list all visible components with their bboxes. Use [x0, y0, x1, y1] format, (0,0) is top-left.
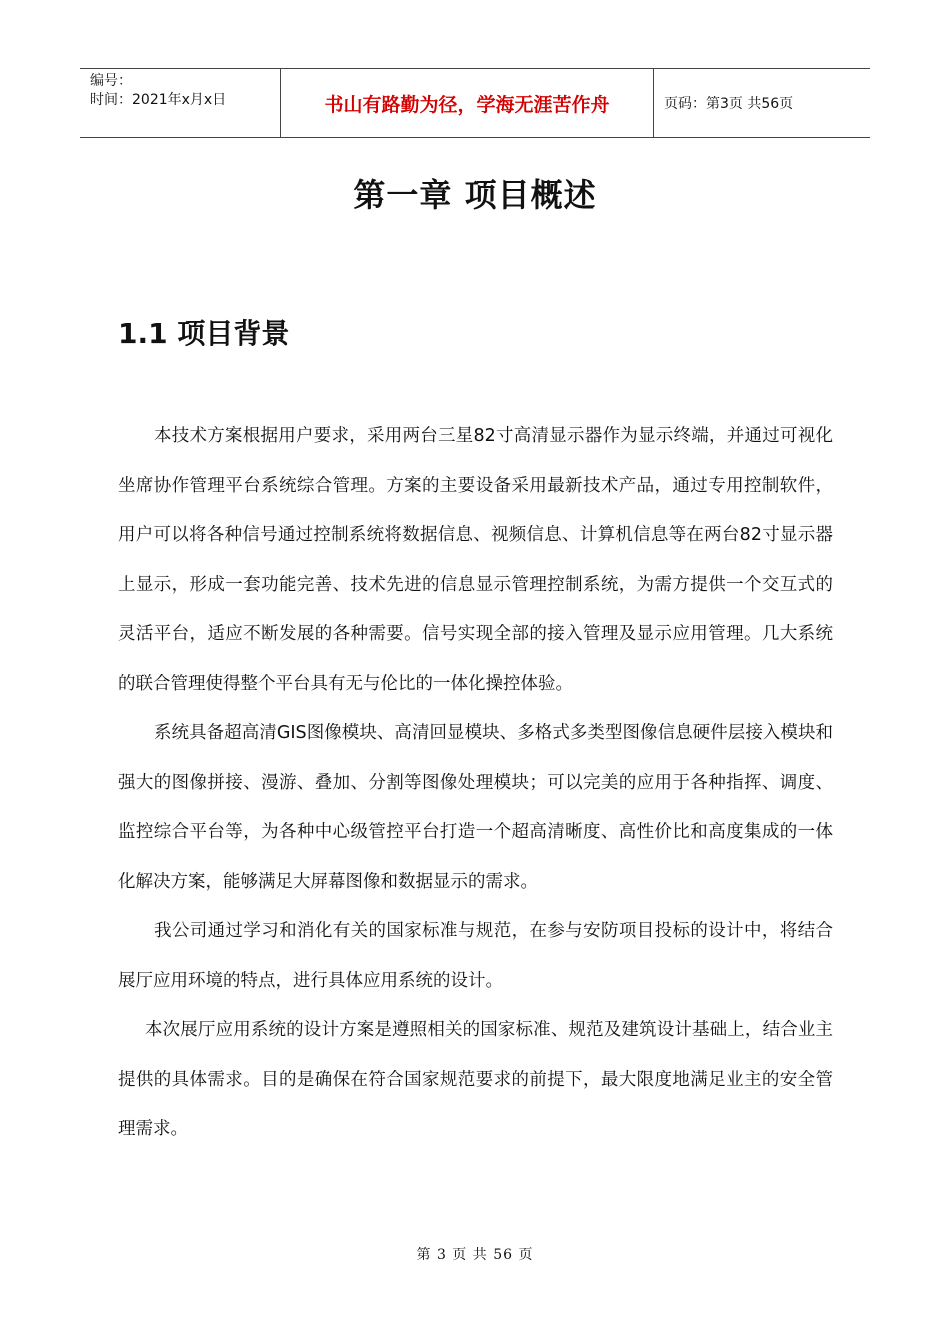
header-page-info: 页码：第3页 共56页: [664, 96, 794, 112]
body-text: [118, 412, 833, 1155]
paragraph: 系统具备超高清GIS图像模块、高清回显模块、多格式多类型图像信息硬件层接入模块和强大的图像拼接、漫游、叠加、分割等图像处理模块；可以完美的应用于各种指挥、调度、监控综合平台等，为各种中心级管控平台打造一个超高清晰度、高性价比和高度集成的一体化解决方案，能够满足大屏幕图像和数据显示的需求。: [118, 723, 833, 892]
number-label: 编号：: [90, 73, 132, 89]
paragraph: 我公司通过学习和消化有关的国家标准与规范，在参与安防项目投标的设计中，将结合展厅应用环境的特点，进行具体应用系统的设计。: [118, 921, 833, 991]
time-label: 时间：2021年x月x日: [90, 92, 227, 108]
page-footer: 第 3 页 共 56 页: [416, 1247, 534, 1263]
section-title: 1.1 项目背景: [118, 317, 290, 350]
chapter-title: 第一章 项目概述: [353, 176, 597, 214]
paragraph: 本技术方案根据用户要求，采用两台三星82寸高清显示器作为显示终端，并通过可视化坐席协作管理平台系统综合管理。方案的主要设备采用最新技术产品，通过专用控制软件，用户可以将各种信号通过控制系统将数据信息、视频信息、计算机信息等在两台82寸显示器上显示，形成一套功能完善、技术先进的信息显示管理控制系统，为需方提供一个交互式的灵活平台，适应不断发展的各种需要。信号实现全部的接入管理及显示应用管理。几大系统的联合管理使得整个平台具有无与伦比的一体化操控体验。: [118, 426, 833, 694]
header-meta: [80, 69, 281, 137]
header-motto: 书山有路勤为径，学海无涯苦作舟: [281, 69, 654, 137]
page-header: [80, 68, 870, 138]
paragraph: 本次展厅应用系统的设计方案是遵照相关的国家标准、规范及建筑设计基础上，结合业主提供的具体需求。目的是确保在符合国家规范要求的前提下，最大限度地满足业主的安全管理需求。: [118, 1020, 833, 1139]
